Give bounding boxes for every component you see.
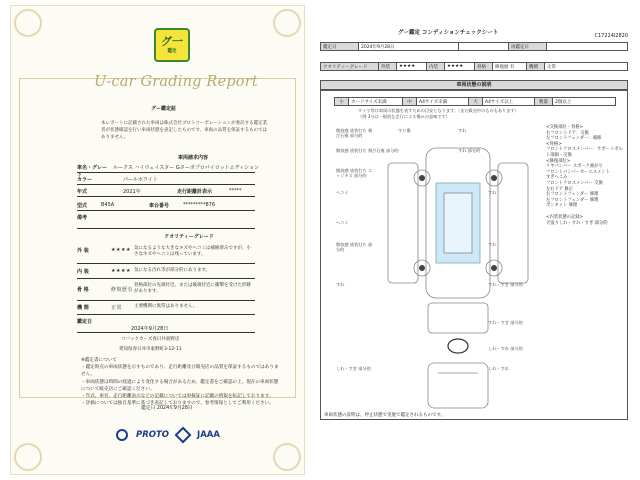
tag-8: すれ: [488, 190, 497, 195]
stars-interior: ★★★★: [111, 268, 131, 274]
intro-text: 本レポートに記載された車両は株式会社プロトコーポレーションが委託する鑑定業者が状態確認を行い車両状態を表記したものです。車両の品質を保証するものではありません。: [101, 121, 268, 140]
tag-5: すれ 部分的: [458, 148, 481, 153]
size-legend-table: 小 カードサイズ未満 中 A4サイズ未満 大 A4サイズ以上 数量 2個以上: [334, 97, 616, 106]
footer-date: 鑑定日 2024年9月28日: [141, 406, 193, 411]
repair-list: <交換部位・骨格> 右フロントドア：交換 左フロントフェンダー：補修 <骨格> フロントクロスメンバー：サポートボルト部損・交換 <修復部位> リヤバンパー スポーク曲がり フロントバンパーカーエスメント すぎへこみ フロントクロスメンバー 交換 左右ドア 修正 右フロントフェンダー 修理 左フロントフェンダー 修理 ボンネット 修理 <内装状態の記録> 天張りしれ・すれ・すぎ 部分的: [546, 125, 623, 226]
notes-block: [81, 357, 281, 407]
ornament-corner: [14, 9, 42, 37]
section-title: 車両状態の説明: [320, 80, 628, 90]
desc-frame: 骨格部位の先端付近、または後端付近に衝撃を受けた形跡があります。: [134, 283, 251, 294]
quality-title: クオリティーグレード: [164, 234, 214, 240]
header-table: 鑑定日 2024年9月28日 再鑑定日: [320, 42, 628, 51]
certificate-panel: グ一 鑑定 U-car Grading Report グー鑑定証 本レポートに記載された車両は株式会社プロトコーポレーションが委託する鑑定業者が状態確認を行い車両状態を表記したものです。車両の品質を保証するものではありません。 車両請求内容 車名・グレード ルークス ハイウェイスター Gターボプロパイロットエディション カラー パールホワイト 年式 2021年 走行距離計表示 ***** 型式 B45A 車台番号 *********876 備考 クオリティーグレード 外 装 ★★★★ 気になるような大きなキズやヘコミは補修済みですが、小さなキズやヘコミは残っています。 内 装 ★★★★ 気になる汚れ等が部分的にあります。 骨 格 修復歴有 骨格部位の先端付近、または後端付近に衝撃を受けた形跡があります。 機 関 正常 主要機関に異常はありません。 鑑定日 2024年9月28日 コバックカーズ春日井東野店 愛知県春日井市東野町3-12-11 ※鑑定書について ・鑑定時点の車両状態を示すものであり、走行距離及び販売店の品質を保証するものではありません。 ・車両状態は時間の経過により変化する場合があるため、鑑定書をご確認の上、現在の車両状態について販売店にご確認ください。 ・年式、車名、走行距離表示などの記載については車検証に記載の情報を転記しております。 ・評価については独自基準に基づき表記しておりますので、参考情報としてご利用ください。 鑑定日 2024年9月28日 PROTO JAAA: [10, 5, 305, 475]
content-title: 車両請求内容: [177, 155, 208, 161]
appraisal-date: 2024年9月28日: [131, 326, 169, 332]
tag-15: しれ・すれ 部分的: [488, 346, 523, 351]
car-diagram: [378, 128, 538, 418]
ornament-corner: [273, 9, 301, 37]
proto-logo-icon: [116, 429, 128, 441]
badge-mark: グ一: [161, 35, 183, 48]
note-4: ・評価については独自基準に基づき表記しておりますので、参考情報としてご利用ください。: [81, 401, 274, 407]
ornament-corner: [14, 443, 42, 471]
condition-sheet: [318, 20, 630, 460]
note-line-1: タイヤ等は車両の状態を表すための目安となります。（まだ販売中のものもあります）: [358, 108, 519, 113]
sheet-footer: 車両状態の説明は、停止状態で実施で鑑定されるものです。: [324, 413, 446, 418]
jaaa-logo: JAAA: [197, 430, 220, 440]
tag-11: すれ: [488, 242, 497, 247]
notes-title: ※鑑定書について: [81, 358, 117, 363]
logos-row: [116, 426, 246, 444]
tag-6: 開放感 塗装打ち エッジキズ 部分的: [336, 168, 373, 178]
desc-interior: 気になる汚れ等が部分的にあります。: [134, 268, 211, 273]
tag-7: ヘコミ: [336, 190, 349, 195]
tag-14: すれ・すぎ 部分的: [488, 320, 523, 325]
tag-16: しれ・すぎ 部分的: [336, 366, 371, 371]
stars-exterior: ★★★★: [111, 247, 131, 253]
tag-9: ヘコミ: [336, 220, 349, 225]
dealer-address: 愛知県春日井市東野町3-12-11: [119, 347, 182, 352]
tag-2: すり傷: [398, 128, 411, 133]
tag-4: 開放感 塗装打ち 飛び石痕 部分的: [336, 148, 399, 153]
stars-frame: 修復歴有: [111, 287, 134, 293]
note-2: ・車両状態は時間の経過により変化する場合があるため、鑑定書をご確認の上、現在の車両状態について販売店にご確認ください。: [81, 379, 279, 392]
tag-12: すれ: [336, 282, 345, 287]
note-line-2: （例 3分は一般的な走行による傷みの意味です）: [358, 114, 450, 119]
proto-logo: PROTO: [136, 430, 170, 440]
tag-1: 開放感 塗装打ち 飛び石痕 部分的: [336, 128, 373, 138]
goo-kantei-badge: [154, 28, 190, 62]
grade-table: クオリティーグレード 外装 ★★★★ 内装 ★★★★ 骨格 修復歴 有 機関 正常: [320, 62, 628, 71]
jaaa-logo-icon: [175, 427, 192, 444]
sheet-code: C17224l2820: [594, 33, 628, 39]
ornament-corner: [273, 443, 301, 471]
tag-10: 開放感 塗装打ち 部分的: [336, 242, 373, 252]
badge-sub: 鑑定: [167, 49, 177, 54]
tag-17: しれ・すれ: [488, 366, 509, 371]
note-3: ・年式、車名、走行距離表示などの記載については車検証に記載の情報を転記しております。: [81, 394, 274, 400]
desc-engine: 主要機関に異常はありません。: [134, 304, 198, 309]
sheet-title: グー鑑定 コンディションチェックシート: [398, 30, 499, 36]
tag-13: すれ・すぎ 部分的: [488, 282, 523, 287]
dealer-name: コバックカーズ春日井東野店: [121, 337, 180, 342]
desc-exterior: 気になるような大きなキズやヘコミは補修済みですが、小さなキズやヘコミは残っています。: [134, 246, 251, 257]
note-1: ・鑑定時点の車両状態を示すものであり、走行距離及び販売店の品質を保証するものではありません。: [81, 365, 279, 378]
stars-engine: 正常: [111, 305, 123, 311]
cert-label: グー鑑定証: [151, 106, 177, 112]
report-title: U-car Grading Report: [94, 74, 258, 90]
tag-3: すれ: [458, 128, 467, 133]
